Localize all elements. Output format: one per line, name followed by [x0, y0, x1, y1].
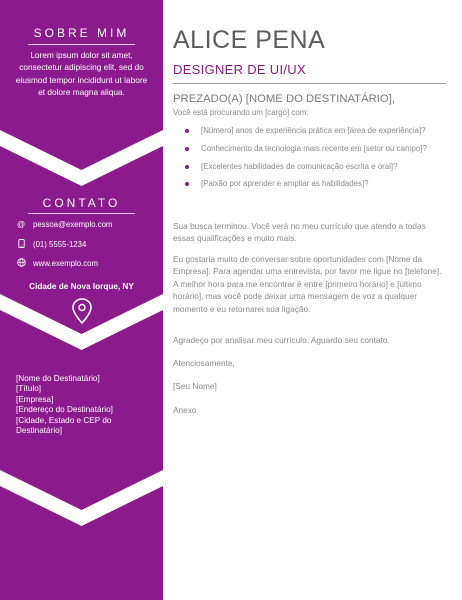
list-item: [185, 177, 447, 191]
about-divider: [28, 44, 135, 45]
chevron-band-1: [0, 130, 163, 186]
enclosure: Anexo: [173, 405, 197, 415]
sender-name: ALICE PENA: [173, 26, 326, 54]
list-item-text: Conhecimento da tecnologia mais recente em [setor ou campo]?: [201, 143, 427, 153]
recipient-city-state-zip: [Cidade, Estado e CEP do Destinatário]: [16, 415, 112, 436]
paragraph-interview: Eu gostaria muito de conversar sobre oportunidades com [Nome da Empresa]. Para agendar uma entrevista, por favor me ligue no [telefone]. A melhor hora para me encontrar é entre [primeiro horário] e [último horário], mas você pode deixar uma mensagem de voz a qualquer momento e eu retornarei sua ligação.: [173, 254, 442, 314]
bullet-dot: [185, 165, 189, 169]
bullet-dot: [185, 182, 189, 186]
contact-phone-row: [15, 239, 86, 250]
about-text: Lorem ipsum dolor sit amet, consectetur adipiscing elit, sed do eiusmod tempor incididunt ut labore et dolore magna aliqua.: [15, 50, 148, 98]
recipient-title: [Título]: [16, 384, 42, 394]
phone-icon: [15, 239, 27, 250]
qualifications-list: [185, 124, 447, 195]
contact-heading: CONTATO: [42, 196, 121, 210]
contact-city: Cidade de Nova Iorque, NY: [29, 282, 134, 291]
signature: [Seu Nome]: [173, 381, 217, 391]
about-heading: SOBRE MIM: [33, 26, 130, 40]
list-item: [185, 160, 447, 174]
closing: Atenciosamente,: [173, 358, 235, 368]
recipient-block: [16, 374, 152, 436]
contact-phone[interactable]: (01) 5555-1234: [33, 240, 87, 249]
contact-website[interactable]: www.exemplo.com: [33, 259, 98, 268]
bullet-dot: [185, 129, 189, 133]
list-item-text: [Paixão por aprender e ampliar as habilidades]?: [201, 179, 369, 189]
salutation: PREZADO(A) [NOME DO DESTINATÁRIO],: [173, 93, 395, 105]
sidebar: [0, 0, 163, 600]
contact-email-row: [15, 220, 112, 229]
list-item: [185, 142, 447, 156]
list-item-text: [Número] anos de experiência prática em [área de experiência]?: [201, 126, 426, 135]
recipient-company: [Empresa]: [16, 394, 54, 404]
chevron-band-3: [0, 470, 163, 526]
contact-website-row: [15, 258, 98, 269]
paragraph-thanks: Agradeço por analisar meu currículo. Aguardo seu contato.: [173, 335, 390, 345]
location-pin-icon: [69, 297, 95, 325]
list-item: [185, 124, 447, 138]
contact-divider: [28, 213, 135, 214]
list-item-text: [Excelentes habilidades de comunicação escrita e oral]?: [201, 161, 398, 171]
recipient-address: [Endereço do Destinatário]: [16, 405, 113, 415]
contact-email[interactable]: pessoa@exemplo.com: [33, 220, 113, 229]
header-divider: [173, 83, 446, 84]
globe-icon: [15, 258, 27, 269]
intro-line: Você está procurando um [cargo] com:: [173, 108, 309, 117]
bullet-dot: [185, 147, 189, 151]
sender-job-title: DESIGNER DE UI/UX: [173, 62, 306, 77]
recipient-name: [Nome do Destinatário]: [16, 374, 100, 383]
at-icon: @: [16, 220, 26, 229]
paragraph-search-ended: Sua busca terminou. Você verá no meu currículo que atendo a todas essas qualificações e muito mais.: [173, 221, 426, 244]
